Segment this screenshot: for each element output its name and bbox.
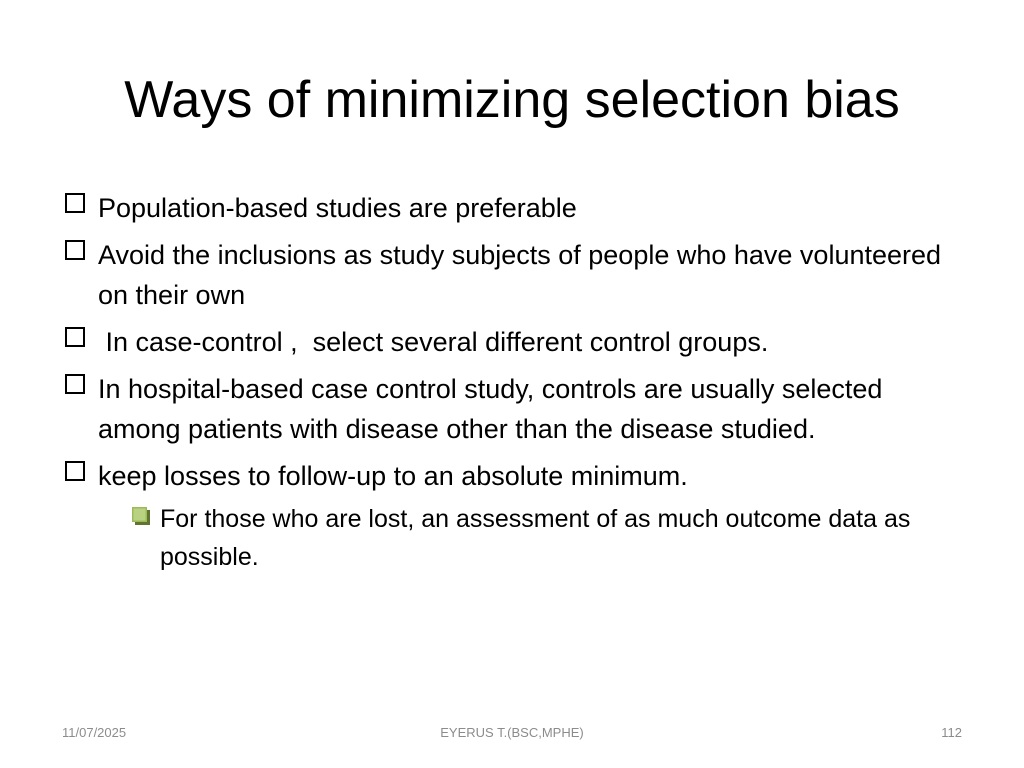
hollow-square-icon: [65, 240, 85, 260]
bullet-item: [64, 456, 964, 496]
bullet-item: [64, 235, 964, 315]
hollow-square-icon: [65, 193, 85, 213]
footer-page-number: 112: [941, 725, 962, 740]
bullet-text: Avoid the inclusions as study subjects of people who have volunteered on their own: [98, 240, 942, 310]
bullet-item: [64, 322, 964, 362]
hollow-square-icon: [65, 374, 85, 394]
footer-date: 11/07/2025: [62, 725, 127, 740]
3d-square-icon: [132, 507, 150, 525]
bullet-text: In hospital-based case control study, controls are usually selected among patients with disease other than the disease studied.: [98, 374, 883, 444]
sub-bullet-text: For those who are lost, an assessment of as much outcome data as possible.: [160, 505, 911, 571]
slide-title: Ways of minimizing selection bias: [124, 71, 900, 129]
hollow-square-icon: [65, 327, 85, 347]
hollow-square-icon: [65, 461, 85, 481]
sub-bullet-item: [128, 500, 964, 576]
bullet-list: [64, 188, 964, 576]
bullet-item: [64, 369, 964, 449]
footer-author: EYERUS T.(BSC,MPHE): [440, 725, 584, 740]
bullet-text: keep losses to follow-up to an absolute minimum.: [98, 461, 688, 491]
bullet-text: In case-control , select several different control groups.: [98, 327, 769, 357]
bullet-item: [64, 188, 964, 228]
bullet-text: Population-based studies are preferable: [98, 193, 577, 223]
